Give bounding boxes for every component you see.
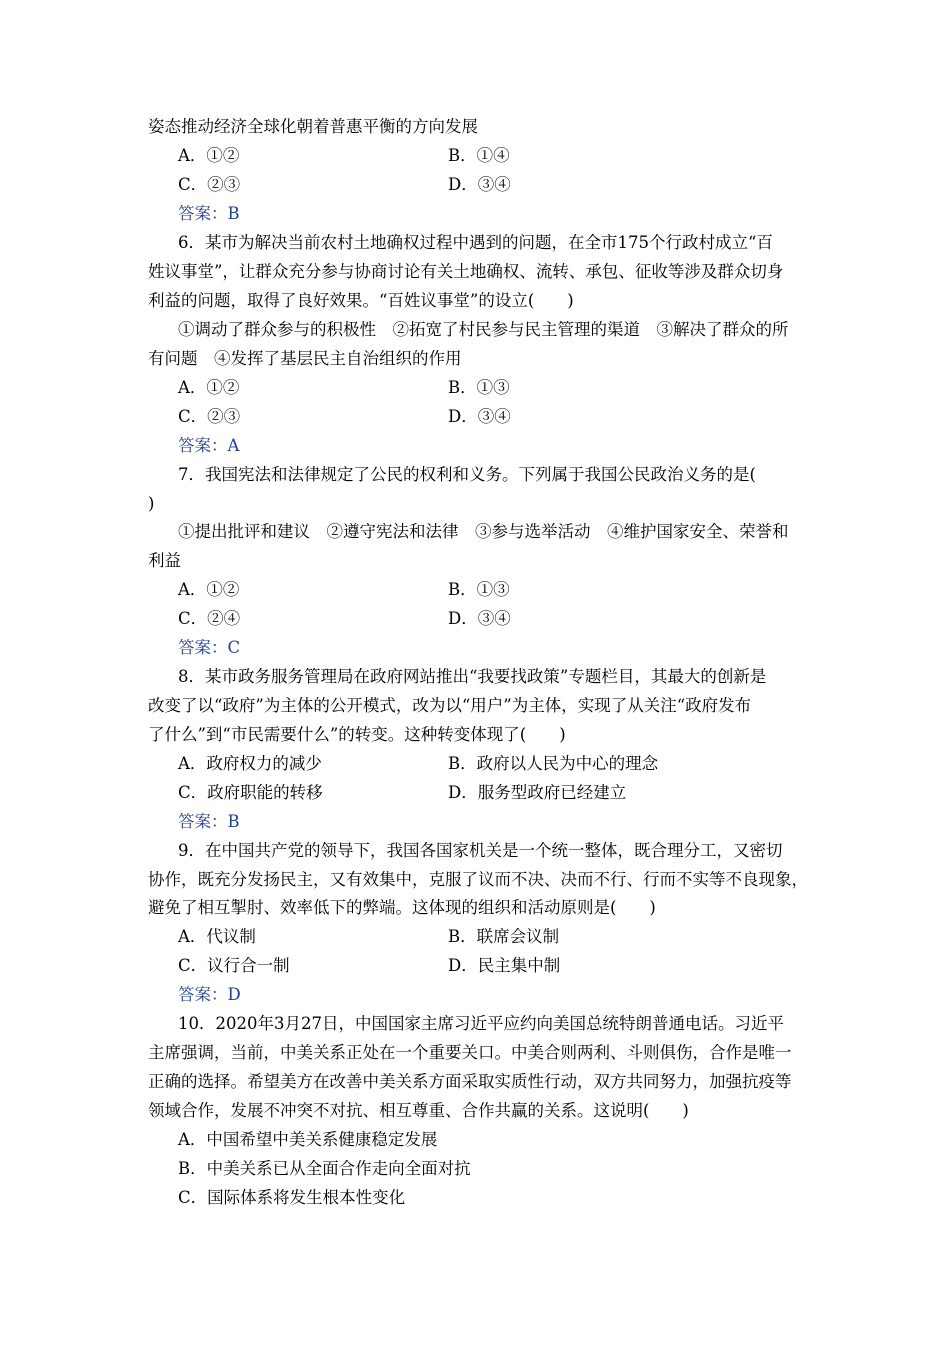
q8-stem-line-3: 了什么”到“市民需要什么”的转变。这种转变体现了( ) bbox=[148, 725, 566, 744]
q7-items-line-1: ①提出批评和建议 ②遵守宪法和法律 ③参与选举活动 ④维护国家安全、荣誉和 bbox=[178, 522, 789, 541]
q6-answer: 答案：A bbox=[178, 436, 240, 455]
q9-option-a: A．代议制 bbox=[178, 927, 256, 946]
q7-answer: 答案：C bbox=[178, 638, 241, 657]
q9-stem-line-2: 协作，既充分发扬民主，又有效集中，克服了议而不决、决而不行、行而不实等不良现象， bbox=[148, 870, 808, 889]
q8-option-b: B．政府以人民为中心的理念 bbox=[448, 754, 659, 773]
q7-option-b: B．①③ bbox=[448, 580, 510, 599]
q5-option-b: B．①④ bbox=[448, 146, 510, 165]
q6-stem-line-2: 姓议事堂”，让群众充分参与协商讨论有关土地确权、流转、承包、征收等涉及群众切身 bbox=[148, 262, 784, 281]
q8-option-c: C．政府职能的转移 bbox=[178, 783, 323, 802]
q5-option-d: D．③④ bbox=[448, 175, 511, 194]
q9-option-d: D．民主集中制 bbox=[448, 956, 561, 975]
q6-option-a: A．①② bbox=[178, 378, 240, 397]
q9-stem-line-1: 9．在中国共产党的领导下，我国各国家机关是一个统一整体，既合理分工，又密切 bbox=[178, 841, 783, 860]
q10-stem-line-1: 10．2020年3月27日，中国国家主席习近平应约向美国总统特朗普通电话。习近平 bbox=[178, 1014, 784, 1033]
q10-option-b: B．中美关系已从全面合作走向全面对抗 bbox=[178, 1159, 471, 1178]
q6-option-c: C．②③ bbox=[178, 407, 241, 426]
q6-stem-line-3: 利益的问题，取得了良好效果。“百姓议事堂”的设立( ) bbox=[148, 291, 574, 310]
q8-option-a: A．政府权力的减少 bbox=[178, 754, 322, 773]
q6-items-line-2: 有问题 ④发挥了基层民主自治组织的作用 bbox=[148, 349, 462, 368]
q9-option-b: B．联席会议制 bbox=[448, 927, 560, 946]
q6-option-b: B．①③ bbox=[448, 378, 510, 397]
q7-stem-line-2: ) bbox=[148, 494, 155, 513]
q10-stem-line-2: 主席强调，当前，中美关系正处在一个重要关口。中美合则两利、斗则俱伤，合作是唯一 bbox=[148, 1043, 792, 1062]
q10-stem-line-4: 领域合作，发展不冲突不对抗、相互尊重、合作共赢的关系。这说明( ) bbox=[148, 1101, 689, 1120]
q9-answer: 答案：D bbox=[178, 985, 241, 1004]
q8-answer: 答案：B bbox=[178, 812, 240, 831]
q10-stem-line-3: 正确的选择。希望美方在改善中美关系方面采取实质性行动，双方共同努力，加强抗疫等 bbox=[148, 1072, 792, 1091]
q9-stem-line-3: 避免了相互掣肘、效率低下的弊端。这体现的组织和活动原则是( ) bbox=[148, 898, 656, 917]
q8-stem-line-1: 8．某市政务服务管理局在政府网站推出“我要找政策”专题栏目，其最大的创新是 bbox=[178, 667, 767, 686]
q6-stem-line-1: 6．某市为解决当前农村土地确权过程中遇到的问题，在全市175个行政村成立“百 bbox=[178, 233, 773, 252]
q6-option-d: D．③④ bbox=[448, 407, 511, 426]
q8-stem-line-2: 改变了以“政府”为主体的公开模式，改为以“用户”为主体，实现了从关注“政府发布 bbox=[148, 696, 752, 715]
q7-option-a: A．①② bbox=[178, 580, 240, 599]
q5-option-a: A．①② bbox=[178, 146, 240, 165]
q6-items-line-1: ①调动了群众参与的积极性 ②拓宽了村民参与民主管理的渠道 ③解决了群众的所 bbox=[178, 320, 789, 339]
q7-option-c: C．②④ bbox=[178, 609, 241, 628]
q5-answer: 答案：B bbox=[178, 204, 240, 223]
q7-stem-line-1: 7．我国宪法和法律规定了公民的权利和义务。下列属于我国公民政治义务的是( bbox=[178, 465, 756, 484]
q7-option-d: D．③④ bbox=[448, 609, 511, 628]
q7-items-line-2: 利益 bbox=[148, 551, 181, 570]
q8-option-d: D．服务型政府已经建立 bbox=[448, 783, 627, 802]
q10-option-c: C．国际体系将发生根本性变化 bbox=[178, 1188, 406, 1207]
q9-option-c: C．议行合一制 bbox=[178, 956, 290, 975]
q10-option-a: A．中国希望中美关系健康稳定发展 bbox=[178, 1130, 438, 1149]
q5-option-c: C．②③ bbox=[178, 175, 241, 194]
q5-stem-tail: 姿态推动经济全球化朝着普惠平衡的方向发展 bbox=[148, 117, 478, 136]
